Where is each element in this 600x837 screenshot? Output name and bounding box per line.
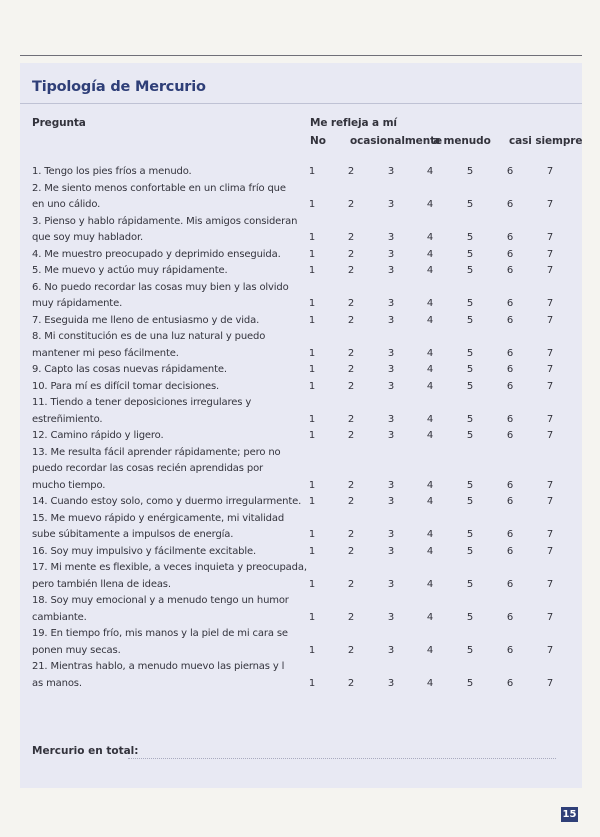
rating-option[interactable]: 2 (347, 166, 355, 177)
rating-option[interactable]: 2 (347, 578, 355, 590)
rating-option[interactable]: 4 (426, 380, 434, 392)
rating-option[interactable]: 7 (546, 644, 554, 656)
rating-option[interactable]: 5 (466, 347, 474, 359)
rating-option[interactable]: 3 (387, 479, 395, 491)
question-line: 11. Tiendo a tener deposiciones irregulares y (32, 397, 252, 408)
rating-option[interactable]: 2 (347, 380, 355, 392)
page-title: Tipología de Mercurio (32, 79, 206, 95)
rating-option[interactable]: 6 (506, 545, 514, 557)
rating-option[interactable]: 4 (426, 479, 434, 491)
rating-option[interactable]: 3 (387, 545, 395, 557)
question-line: sube súbitamente a impulsos de energía. (32, 529, 234, 540)
question-line: 2. Me siento menos confortable en un clima frío que (32, 182, 286, 194)
question-line: 15. Me muevo rápido y enérgicamente, mi vitalidad (32, 512, 285, 524)
rating-option[interactable]: 5 (466, 578, 474, 590)
rating-option[interactable]: 7 (546, 298, 554, 309)
question-line: 1. Tengo los pies fríos a menudo. (32, 166, 192, 177)
rating-option[interactable]: 1 (308, 529, 316, 540)
rating-option[interactable]: 7 (546, 413, 554, 425)
rating-option[interactable]: 6 (506, 413, 514, 425)
rating-option[interactable]: 7 (546, 364, 554, 375)
rating-option[interactable]: 7 (546, 166, 554, 177)
rating-option[interactable]: 1 (308, 314, 316, 326)
rating-option[interactable]: 7 (546, 677, 554, 689)
rating-option[interactable]: 6 (506, 314, 514, 326)
rating-option[interactable]: 7 (546, 611, 554, 623)
rating-option[interactable]: 2 (347, 529, 355, 540)
rating-option[interactable]: 2 (347, 347, 355, 359)
rating-option[interactable]: 3 (387, 413, 395, 425)
question-line: 13. Me resulta fácil aprender rápidamente; pero no (32, 446, 281, 458)
rating-option[interactable]: 6 (506, 644, 514, 656)
rating-option[interactable]: 1 (308, 364, 316, 375)
rating-option[interactable]: 1 (308, 166, 316, 177)
rating-option[interactable]: 5 (466, 611, 474, 623)
rating-option[interactable]: 2 (347, 364, 355, 375)
rating-option[interactable]: 6 (506, 298, 514, 309)
rating-option[interactable]: 4 (426, 298, 434, 309)
question-line: 18. Soy muy emocional y a menudo tengo un humor (32, 595, 289, 606)
rating-option[interactable]: 5 (466, 248, 474, 260)
rating-option[interactable]: 5 (466, 298, 474, 309)
question-line: 9. Capto las cosas nuevas rápidamente. (32, 364, 227, 375)
rating-option[interactable]: 4 (426, 364, 434, 375)
rating-option[interactable]: 3 (387, 380, 395, 392)
rating-option[interactable]: 7 (546, 430, 554, 441)
rating-option[interactable]: 4 (426, 265, 434, 276)
rating-option[interactable]: 7 (546, 232, 554, 243)
rating-option[interactable]: 2 (347, 430, 355, 441)
rating-option[interactable]: 1 (308, 611, 316, 623)
rating-option[interactable]: 5 (466, 265, 474, 276)
rating-option[interactable]: 3 (387, 677, 395, 689)
rating-option[interactable]: 6 (506, 380, 514, 392)
rating-option[interactable]: 1 (308, 265, 316, 276)
rating-option[interactable]: 6 (506, 479, 514, 491)
rating-option[interactable]: 2 (347, 232, 355, 243)
rating-option[interactable]: 5 (466, 314, 474, 326)
scale-occasionally-header: ocasionalmente (350, 135, 443, 147)
rating-option[interactable]: 7 (546, 479, 554, 491)
rating-option[interactable]: 6 (506, 166, 514, 177)
rating-option[interactable]: 7 (546, 248, 554, 260)
rating-option[interactable]: 2 (347, 677, 355, 689)
rating-option[interactable]: 1 (308, 644, 316, 656)
rating-option[interactable]: 5 (466, 479, 474, 491)
rating-option[interactable]: 4 (426, 496, 434, 507)
rating-option[interactable]: 1 (308, 677, 316, 689)
rating-option[interactable]: 3 (387, 611, 395, 623)
rating-option[interactable]: 4 (426, 611, 434, 623)
rating-option[interactable]: 1 (308, 232, 316, 243)
rating-option[interactable]: 6 (506, 199, 514, 210)
rating-option[interactable]: 5 (466, 644, 474, 656)
rating-option[interactable]: 4 (426, 529, 434, 540)
question-line: cambiante. (32, 611, 87, 623)
rating-option[interactable]: 5 (466, 677, 474, 689)
scale-no-header: No (310, 135, 326, 147)
rating-option[interactable]: 6 (506, 578, 514, 590)
rating-option[interactable]: 2 (347, 496, 355, 507)
rating-option[interactable]: 6 (506, 430, 514, 441)
question-line: ponen muy secas. (32, 644, 121, 656)
rating-option[interactable]: 3 (387, 166, 395, 177)
total-answer-line[interactable] (128, 758, 556, 759)
rating-option[interactable]: 1 (308, 413, 316, 425)
rating-option[interactable]: 1 (308, 199, 316, 210)
rating-option[interactable]: 7 (546, 265, 554, 276)
rating-option[interactable]: 3 (387, 298, 395, 309)
rating-option[interactable]: 2 (347, 199, 355, 210)
question-line: en uno cálido. (32, 199, 101, 210)
rating-option[interactable]: 7 (546, 380, 554, 392)
rating-option[interactable]: 7 (546, 347, 554, 359)
rating-option[interactable]: 1 (308, 248, 316, 260)
question-line: 5. Me muevo y actúo muy rápidamente. (32, 265, 228, 276)
rating-option[interactable]: 5 (466, 529, 474, 540)
rating-option[interactable]: 3 (387, 232, 395, 243)
rating-option[interactable]: 5 (466, 413, 474, 425)
rating-option[interactable]: 4 (426, 248, 434, 260)
question-line: mantener mi peso fácilmente. (32, 347, 179, 359)
rating-option[interactable]: 6 (506, 496, 514, 507)
rating-option[interactable]: 4 (426, 430, 434, 441)
top-rule (20, 55, 582, 56)
rating-option[interactable]: 4 (426, 199, 434, 210)
rating-option[interactable]: 3 (387, 314, 395, 326)
question-line: 21. Mientras hablo, a menudo muevo las piernas y l (32, 661, 285, 672)
question-line: 19. En tiempo frío, mis manos y la piel de mi cara se (32, 628, 288, 639)
question-line: 8. Mi constitución es de una luz natural y puedo (32, 331, 266, 342)
rating-option[interactable]: 5 (466, 430, 474, 441)
rating-option[interactable]: 3 (387, 529, 395, 540)
question-line: 14. Cuando estoy solo, como y duermo irregularmente. (32, 496, 302, 507)
question-line: estreñimiento. (32, 413, 103, 425)
rating-option[interactable]: 1 (308, 496, 316, 507)
question-line: 4. Me muestro preocupado y deprimido enseguida. (32, 248, 281, 260)
rating-option[interactable]: 7 (546, 199, 554, 210)
question-line: as manos. (32, 677, 82, 689)
rating-option[interactable]: 1 (308, 430, 316, 441)
rating-option[interactable]: 6 (506, 529, 514, 540)
questionnaire-panel (20, 63, 582, 788)
rating-option[interactable]: 5 (466, 232, 474, 243)
rating-option[interactable]: 3 (387, 248, 395, 260)
rating-option[interactable]: 1 (308, 298, 316, 309)
rating-option[interactable]: 4 (426, 677, 434, 689)
question-line: 6. No puedo recordar las cosas muy bien y las olvido (32, 281, 289, 293)
rating-option[interactable]: 4 (426, 644, 434, 656)
rating-option[interactable]: 2 (347, 545, 355, 557)
rating-option[interactable]: 5 (466, 364, 474, 375)
rating-option[interactable]: 5 (466, 545, 474, 557)
total-label: Mercurio en total: (32, 745, 139, 757)
rating-option[interactable]: 6 (506, 611, 514, 623)
question-line: 10. Para mí es difícil tomar decisiones. (32, 380, 220, 392)
rating-option[interactable]: 2 (347, 644, 355, 656)
rating-option[interactable]: 7 (546, 314, 554, 326)
rating-option[interactable]: 3 (387, 364, 395, 375)
question-column-header: Pregunta (32, 117, 86, 129)
rating-option[interactable]: 1 (308, 479, 316, 491)
question-line: 7. Eseguida me lleno de entusiasmo y de vida. (32, 314, 260, 326)
rating-option[interactable]: 5 (466, 380, 474, 392)
rating-option[interactable]: 5 (466, 166, 474, 177)
page-number: 15 (562, 809, 577, 820)
rating-option[interactable]: 3 (387, 199, 395, 210)
rating-option[interactable]: 6 (506, 265, 514, 276)
rating-option[interactable]: 3 (387, 430, 395, 441)
rating-option[interactable]: 4 (426, 166, 434, 177)
rating-option[interactable]: 3 (387, 265, 395, 276)
scale-almost-always-header: casi siempre (509, 135, 583, 147)
rating-option[interactable]: 3 (387, 496, 395, 507)
rating-option[interactable]: 1 (308, 380, 316, 392)
rating-option[interactable]: 4 (426, 545, 434, 557)
rating-option[interactable]: 7 (546, 496, 554, 507)
rating-option[interactable]: 2 (347, 314, 355, 326)
question-line: mucho tiempo. (32, 479, 106, 491)
rating-option[interactable]: 2 (347, 479, 355, 491)
rating-option[interactable]: 3 (387, 578, 395, 590)
question-line: puedo recordar las cosas recién aprendidas por (32, 463, 263, 474)
rating-option[interactable]: 4 (426, 413, 434, 425)
question-line: 12. Camino rápido y ligero. (32, 430, 164, 441)
question-line: pero también llena de ideas. (32, 578, 171, 590)
question-line: 3. Pienso y hablo rápidamente. Mis amigos consideran (32, 215, 298, 227)
rating-option[interactable]: 7 (546, 545, 554, 557)
rating-option[interactable]: 6 (506, 677, 514, 689)
question-line: 16. Soy muy impulsivo y fácilmente excitable. (32, 545, 257, 557)
rating-option[interactable]: 3 (387, 347, 395, 359)
question-line: 17. Mi mente es flexible, a veces inquieta y preocupada, (32, 562, 307, 573)
rating-option[interactable]: 2 (347, 265, 355, 276)
rating-option[interactable]: 4 (426, 578, 434, 590)
title-divider (20, 103, 582, 104)
rating-option[interactable]: 2 (347, 413, 355, 425)
rating-option[interactable]: 4 (426, 347, 434, 359)
rating-option[interactable]: 2 (347, 248, 355, 260)
rating-option[interactable]: 2 (347, 298, 355, 309)
rating-option[interactable]: 1 (308, 347, 316, 359)
rating-option[interactable]: 1 (308, 545, 316, 557)
question-line: que soy muy hablador. (32, 232, 144, 243)
rating-option[interactable]: 6 (506, 248, 514, 260)
rating-option[interactable]: 1 (308, 578, 316, 590)
rating-option[interactable]: 2 (347, 611, 355, 623)
rating-option[interactable]: 3 (387, 644, 395, 656)
rating-option[interactable]: 6 (506, 232, 514, 243)
rating-option[interactable]: 7 (546, 578, 554, 590)
rating-option[interactable]: 6 (506, 347, 514, 359)
rating-option[interactable]: 6 (506, 364, 514, 375)
rating-option[interactable]: 5 (466, 199, 474, 210)
rating-option[interactable]: 5 (466, 496, 474, 507)
scale-often-header: a menudo (433, 135, 491, 147)
rating-option[interactable]: 4 (426, 314, 434, 326)
question-line: muy rápidamente. (32, 298, 123, 309)
rating-option[interactable]: 7 (546, 529, 554, 540)
rating-option[interactable]: 4 (426, 232, 434, 243)
reflects-me-header: Me refleja a mí (310, 117, 397, 129)
